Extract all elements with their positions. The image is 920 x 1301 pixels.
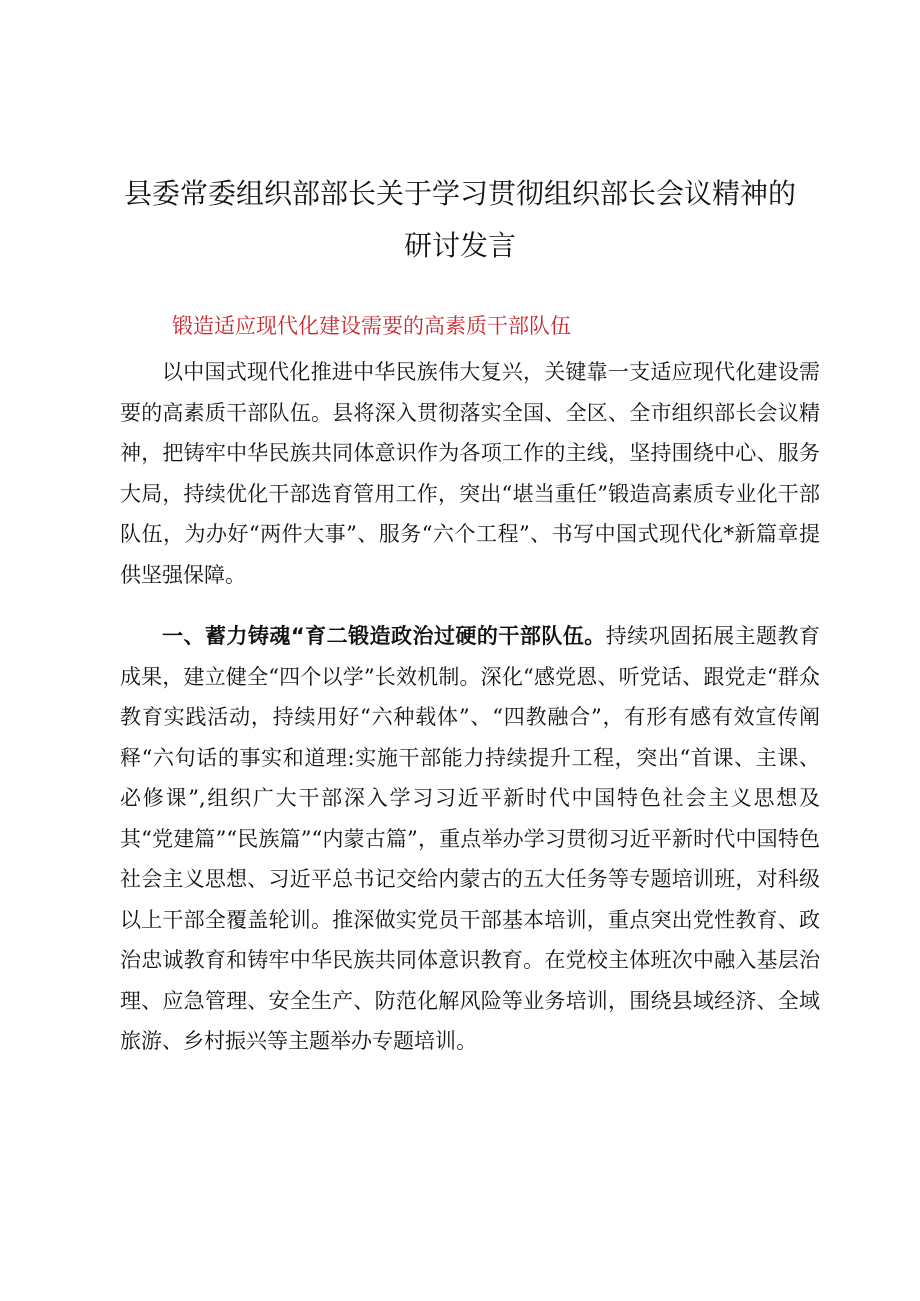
body-paragraph-2 (120, 616, 820, 1062)
section-subtitle: 锻造适应现代化建设需要的高素质干部队伍 (172, 314, 571, 338)
paragraph-2 (120, 616, 820, 1062)
body-paragraph-1 (120, 352, 820, 595)
title-line-2: 研讨发言 (403, 229, 516, 262)
paragraph-2-body: 持续巩固拓展主题教育成果，建立健全“四个以学”长效机制。深化“感党恩、听党话、跟党走“群众教育实践活动，持续用好“六种载体”、“四教融合”，有形有感有效宣传阐释“六句话的事实和道理:实施干部能力持续提升工程，突出“首课、主课、必修课”,组织广大干部深入学习习近平新时代中国特色社会主义思想及其“党建篇”“民族篇”“内蒙古篇”，重点举办学习贯彻习近平新时代中国特色社会主义思想、习近平总书记交给内蒙古的五大任务等专题培训班，对科级以上干部全覆盖轮训。推深做实党员干部基本培训，重点突出党性教育、政治忠诚教育和铸牢中华民族共同体意识教育。在党校主体班次中融入基层治理、应急管理、安全生产、防范化解风险等业务培训，围绕县域经济、全域旅游、乡村振兴等主题举办专题培训。 (120, 624, 820, 1053)
document-title (80, 168, 840, 272)
title-line-1: 县委常委组织部部长关于学习贯彻组织部长会议精神的 (123, 177, 796, 210)
paragraph-2-heading: 一、蓄力铸魂“育二锻造政治过硬的干部队伍。 (162, 624, 606, 648)
paragraph-1-text: 以中国式现代化推进中华民族伟大复兴，关键靠一支适应现代化建设需要的高素质干部队伍。县将深入贯彻落实全国、全区、全市组织部长会议精神，把铸牢中华民族共同体意识作为各项工作的主线，坚持围绕中心、服务大局，持续优化干部选育管用工作，突出“堪当重任”锻造高素质专业化干部队伍，为办好“两件大事”、服务“六个工程”、书写中国式现代化*新篇章提供坚强保障。 (120, 360, 820, 587)
